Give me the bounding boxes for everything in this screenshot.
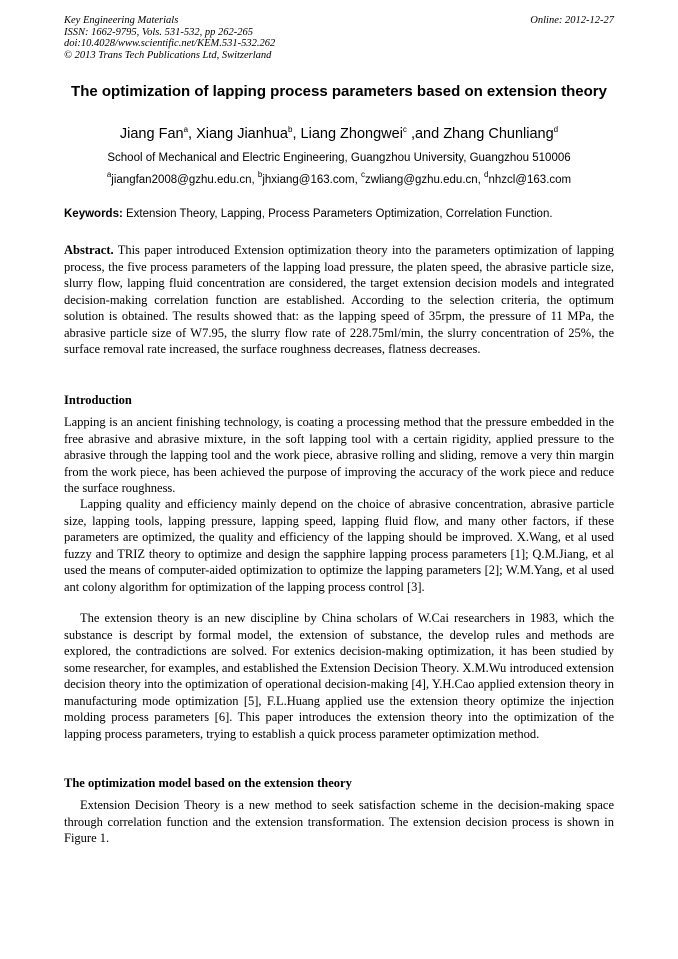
doi-line: doi:10.4028/www.scientific.net/KEM.531-532.262 bbox=[64, 38, 276, 49]
email-address[interactable]: jiangfan2008@gzhu.edu.cn bbox=[111, 174, 252, 186]
email-separator: , bbox=[477, 174, 485, 186]
journal-header bbox=[64, 15, 275, 61]
issn-line: ISSN: 1662-9795, Vols. 531-532, pp 262-265 bbox=[64, 26, 253, 38]
introduction-paragraph: Lapping quality and efficiency mainly depend on the choice of abrasive concentration, abrasive particle size, lapping tools, lapping pressure, lapping speed, lapping fluid flow, and many other factors, if these parameters are optimized, the quality and efficiency of the lapping should be improved. X.Wang, et al used fuzzy and TRIZ theory to optimize and design the sapphire lapping process parameters [1]; Q.M.Jiang, et al used the means of computer-aided optimization to optimize the lapping parameters [2]; W.M.Yang, et al used ant colony algorithm for optimization of the lapping process control [3]. bbox=[64, 497, 614, 594]
author-list bbox=[64, 125, 614, 143]
introduction-paragraph: Lapping is an ancient finishing technology, is coating a processing method that the pressure embedded in the free abrasive and abrasive mixture, in the soft lapping tool with a certain rigidity, applied pressure to the abrasive through the lapping tool and the work piece, abrasive rolling and sliding, remove a very thin margin from the work piece, has been achieved the purpose of improving the accuracy of the work piece and reduce the surface roughness. bbox=[64, 415, 614, 495]
email-mark: a bbox=[106, 170, 112, 179]
email-address[interactable]: nhzcl@163.com bbox=[488, 174, 572, 186]
author-name: Liang Zhongwei bbox=[300, 126, 403, 142]
section-heading: The optimization model based on the extension theory bbox=[64, 776, 352, 790]
email-mark: c bbox=[360, 170, 365, 179]
keywords-text: Extension Theory, Lapping, Process Parameters Optimization, Correlation Function. bbox=[122, 208, 553, 220]
author-mark: d bbox=[553, 125, 559, 134]
journal-name: Key Engineering Materials bbox=[64, 15, 179, 26]
keywords-label: Keywords: bbox=[64, 208, 123, 220]
email-separator: , bbox=[354, 174, 361, 186]
abstract-label: Abstract. bbox=[64, 243, 114, 257]
author-separator: , bbox=[292, 126, 301, 142]
keywords bbox=[64, 207, 614, 221]
online-date: Online: 2012-12-27 bbox=[530, 15, 614, 26]
author-mark: c bbox=[402, 125, 407, 134]
copyright-line: © 2013 Trans Tech Publications Ltd, Switzerland bbox=[64, 49, 272, 61]
author-name: Zhang Chunliang bbox=[443, 126, 554, 142]
section-paragraph: Extension Decision Theory is a new method to seek satisfaction scheme in the decision-making space through correlation function and the extension transformation. The extension decision process is shown in Figure 1. bbox=[64, 798, 614, 845]
email-mark: d bbox=[484, 170, 489, 179]
paper-title: The optimization of lapping process parameters based on extension theory bbox=[71, 83, 607, 100]
author-mark: b bbox=[288, 125, 293, 134]
email-separator: , bbox=[251, 174, 258, 186]
author-name: Jiang Fan bbox=[119, 126, 184, 142]
author-separator: ,and bbox=[406, 126, 444, 142]
email-address[interactable]: jhxiang@163.com bbox=[262, 174, 355, 186]
introduction-paragraph: The extension theory is an new discipline by China scholars of W.Cai researchers in 1983, which the substance is descript by formal model, the extension of substance, the develop rules and methods are explored, the contradictions are solved. For extenics decision-making optimization, it has been studied by some researcher, for examples, and established the Extension Decision Theory. X.M.Wu introduced extension decision theory into the optimization of operational decision-making [4], Y.H.Cao applied extension theory in manufacturing mode optimization [5], F.L.Huang applied use the extension theory optimize the injection molding process parameters [6]. This paper introduces the extension theory into the optimization of the lapping process parameters, trying to establish a quick process parameter optimization method. bbox=[64, 611, 614, 741]
introduction-heading: Introduction bbox=[64, 393, 132, 407]
email-address[interactable]: zwliang@gzhu.edu.cn bbox=[364, 174, 478, 186]
abstract-text: This paper introduced Extension optimization theory into the parameters optimization of lapping process, the five process parameters of the lapping load pressure, the platen speed, the abrasive particle size, slurry flow, lapping fluid concentration are considered, the target extension decision models and integrated decision-making correlation function are established. According to the selection criteria, the optimum solution is obtained. The results showed that: as the lapping speed of 35rpm, the pressure of 11 MPa, the abrasive particle size of W7.95, the slurry flow rate of 228.75ml/min, the slurry concentration of 25%, the surface removal rate increased, the surface roughness decreases, flatness decreases. bbox=[64, 243, 614, 356]
email-list bbox=[64, 170, 614, 187]
abstract bbox=[64, 242, 614, 358]
author-name: Xiang Jianhua bbox=[196, 126, 289, 142]
author-mark: a bbox=[183, 125, 189, 134]
affiliation: School of Mechanical and Electric Engineering, Guangzhou University, Guangzhou 510006 bbox=[107, 152, 571, 164]
author-separator: , bbox=[188, 126, 197, 142]
email-mark: b bbox=[257, 170, 263, 179]
